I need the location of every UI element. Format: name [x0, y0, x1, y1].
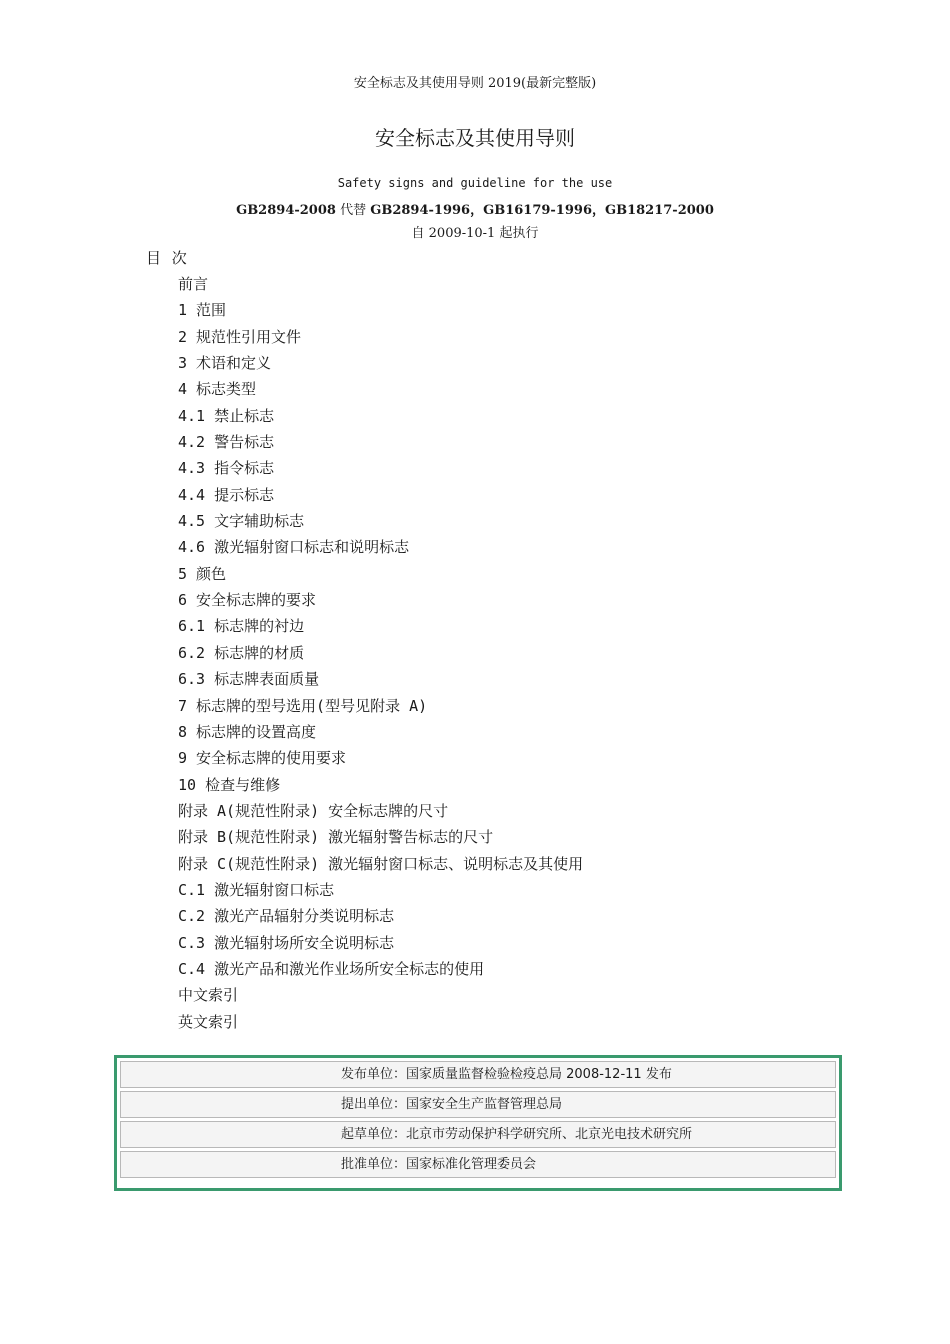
toc-item: 4.5 文字辅助标志: [178, 512, 305, 531]
toc-item: C.2 激光产品辐射分类说明标志: [178, 907, 395, 926]
toc-item: 4.1 禁止标志: [178, 406, 275, 425]
toc-item: 7 标志牌的型号选用(型号见附录 A): [178, 696, 428, 715]
replaced-standards: GB2894-1996，GB16179-1996，GB18217-2000: [370, 203, 714, 218]
toc-item: 9 安全标志牌的使用要求: [178, 749, 347, 768]
toc-item: 4 标志类型: [178, 380, 257, 399]
toc-item: C.4 激光产品和激光作业场所安全标志的使用: [178, 959, 485, 978]
toc-item: 附录 A(规范性附录) 安全标志牌的尺寸: [178, 801, 449, 820]
standard-code: GB2894-2008: [236, 203, 336, 218]
toc-item: 10 检查与维修: [178, 775, 281, 794]
toc-item: 5 颜色: [178, 564, 227, 583]
toc-item: 4.2 警告标志: [178, 433, 275, 452]
toc-item: 6 安全标志牌的要求: [178, 591, 317, 610]
toc-item: 4.3 指令标志: [178, 459, 275, 478]
toc-item: 前言: [178, 275, 209, 293]
toc-item: 4.4 提示标志: [178, 485, 275, 504]
toc-item: 8 标志牌的设置高度: [178, 722, 317, 741]
approver-row: 批准单位：国家标准化管理委员会: [120, 1151, 836, 1178]
toc-item: 6.2 标志牌的材质: [178, 643, 305, 662]
proposer-row: 提出单位：国家安全生产监督管理总局: [120, 1091, 836, 1118]
toc-item: 附录 C(规范性附录) 激光辐射窗口标志、说明标志及其使用: [178, 854, 584, 873]
toc-item: 3 术语和定义: [178, 354, 272, 373]
effective-date: 自 2009-10-1 起执行: [411, 226, 539, 241]
toc-item: 附录 B(规范性附录) 激光辐射警告标志的尺寸: [178, 828, 494, 847]
toc-item: 2 规范性引用文件: [178, 327, 302, 346]
publisher-row: 发布单位：国家质量监督检验检疫总局 2008-12-11 发布: [120, 1061, 836, 1088]
toc-item: 中文索引: [178, 986, 239, 1005]
toc-item: 6.1 标志牌的衬边: [178, 617, 305, 636]
drafter-row: 起草单位：北京市劳动保护科学研究所、北京光电技术研究所: [120, 1121, 836, 1148]
replace-word: 代替: [340, 203, 367, 218]
table-of-contents: [178, 272, 583, 1036]
toc-item: 4.6 激光辐射窗口标志和说明标志: [178, 538, 410, 557]
standard-replacement-line: [0, 199, 950, 218]
toc-item: 英文索引: [178, 1012, 239, 1031]
toc-item: 1 范围: [178, 301, 227, 320]
toc-heading: 目 次: [146, 249, 187, 267]
document-title: 安全标志及其使用导则: [375, 126, 575, 150]
running-header: 安全标志及其使用导则 2019(最新完整版): [353, 76, 597, 91]
publication-info-table: [114, 1055, 842, 1191]
english-subtitle: Safety signs and guideline for the use: [337, 176, 613, 190]
toc-item: C.3 激光辐射场所安全说明标志: [178, 933, 395, 952]
toc-item: 6.3 标志牌表面质量: [178, 670, 320, 689]
toc-item: C.1 激光辐射窗口标志: [178, 880, 335, 899]
